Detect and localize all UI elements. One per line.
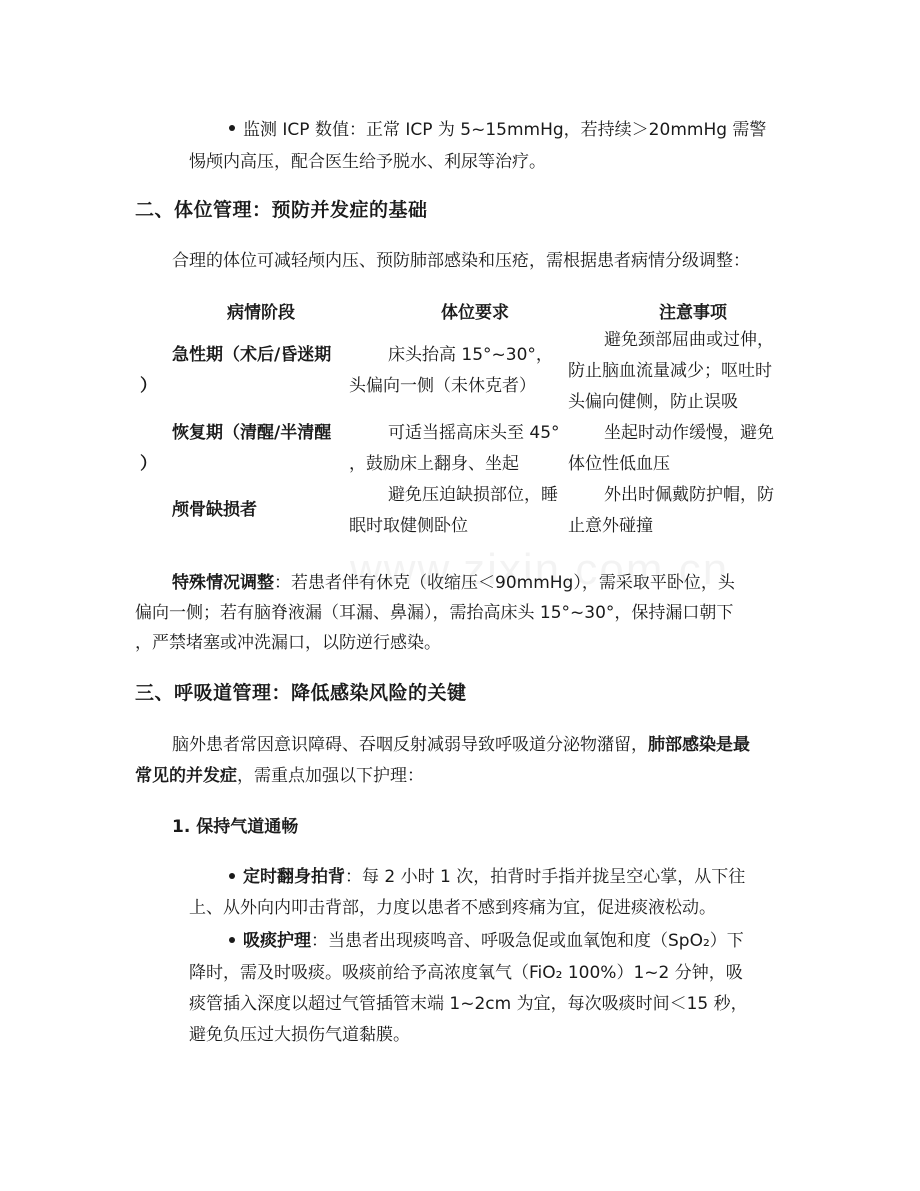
section3-intro-emphasis: 肺部感染是最 — [648, 735, 750, 755]
table-header-stage: 病情阶段 — [227, 303, 295, 323]
special-line-1 — [172, 568, 735, 593]
bullet-line: 避免负压过大损伤气道黏膜。 — [189, 1025, 410, 1045]
bullet-line — [243, 926, 744, 951]
section2-title: 二、体位管理：预防并发症的基础 — [135, 199, 428, 221]
table-cell-position: 眠时取健侧卧位 — [349, 516, 468, 536]
table-cell-notes: 体位性低血压 — [568, 454, 670, 474]
table-cell-notes: 坐起时动作缓慢，避免 — [604, 423, 774, 443]
icp-line-2: 惕颅内高压，配合医生给予脱水、利尿等治疗。 — [189, 152, 546, 172]
table-header-notes: 注意事项 — [659, 303, 727, 323]
table-cell-notes: 避免颈部屈曲或过伸， — [604, 330, 774, 350]
table-cell-notes: 外出时佩戴防护帽，防 — [604, 485, 774, 505]
section3-intro-text: ，需重点加强以下护理： — [237, 766, 424, 786]
section2-intro: 合理的体位可减轻颅内压、预防肺部感染和压疮，需根据患者病情分级调整： — [172, 251, 750, 271]
table-cell-position: 床头抬高 15°~30°， — [388, 345, 553, 365]
bullet-dot — [229, 873, 235, 879]
bullet-line — [243, 862, 745, 887]
bullet-label: 吸痰护理 — [243, 931, 311, 951]
icp-line-1 — [243, 115, 766, 140]
section3-intro-line-1 — [172, 730, 750, 755]
special-line-3: ，严禁堵塞或冲洗漏口，以防逆行感染。 — [135, 633, 441, 653]
table-header-position: 体位要求 — [441, 303, 509, 323]
special-label: 特殊情况调整 — [172, 573, 274, 593]
table-cell-position: 避免压迫缺损部位，睡 — [388, 485, 558, 505]
table-cell-stage: ） — [140, 454, 157, 474]
table-cell-position: 可适当摇高床头至 45° — [388, 423, 560, 443]
table-cell-notes: 头偏向健侧，防止误吸 — [568, 392, 738, 412]
bullet-text: ：每 2 小时 1 次，拍背时手指并拢呈空心掌，从下往 — [345, 867, 746, 887]
table-cell-stage: ） — [140, 376, 157, 396]
bullet-label: 定时翻身拍背 — [243, 867, 345, 887]
subsection-title: 1. 保持气道通畅 — [172, 817, 299, 837]
table-cell-notes: 防止脑血流量减少；呕吐时 — [568, 361, 772, 381]
table-cell-stage: 急性期（术后/昏迷期 — [172, 345, 332, 365]
table-cell-stage: 恢复期（清醒/半清醒 — [172, 423, 332, 443]
icp-label: 监测 ICP 数值 — [243, 120, 349, 140]
bullet-text: ：当患者出现痰鸣音、呼吸急促或血氧饱和度（SpO₂）下 — [311, 931, 744, 951]
table-cell-stage: 颅骨缺损者 — [172, 500, 257, 520]
table-cell-notes: 止意外碰撞 — [568, 516, 653, 536]
bullet-line: 降时，需及时吸痰。吸痰前给予高浓度氧气（FiO₂ 100%）1~2 分钟，吸 — [189, 963, 743, 983]
bullet-dot — [229, 937, 235, 943]
table-cell-position: ，鼓励床上翻身、坐起 — [349, 454, 519, 474]
bullet-dot — [229, 125, 235, 131]
section3-title: 三、呼吸道管理：降低感染风险的关键 — [135, 682, 467, 704]
icp-text-1: ：正常 ICP 为 5~15mmHg，若持续＞20mmHg 需警 — [348, 120, 767, 140]
table-cell-position: 头偏向一侧（未休克者） — [349, 376, 536, 396]
bullet-line: 痰管插入深度以超过气管插管末端 1~2cm 为宜，每次吸痰时间＜15 秒， — [189, 994, 748, 1014]
special-line-2: 偏向一侧；若有脑脊液漏（耳漏、鼻漏），需抬高床头 15°~30°，保持漏口朝下 — [135, 603, 734, 623]
section3-intro-emphasis: 常见的并发症 — [135, 766, 237, 786]
bullet-line: 上、从外向内叩击背部，力度以患者不感到疼痛为宜，促进痰液松动。 — [189, 898, 716, 918]
section3-intro-line-2 — [135, 761, 424, 786]
section3-intro-text: 脑外患者常因意识障碍、吞咽反射减弱导致呼吸道分泌物潴留， — [172, 735, 648, 755]
special-text-1: ：若患者伴有休克（收缩压＜90mmHg），需采取平卧位，头 — [274, 573, 735, 593]
